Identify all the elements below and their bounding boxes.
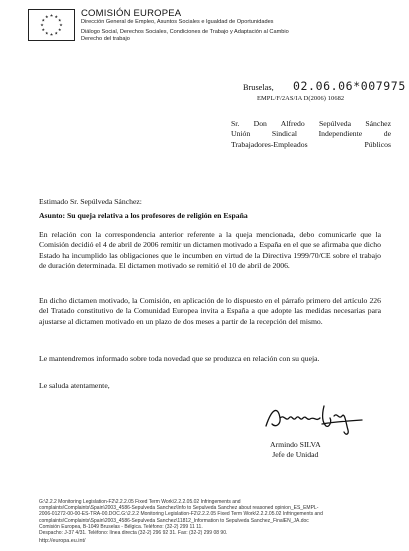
flag-star-icon [45, 15, 48, 18]
flag-star-icon [58, 28, 61, 31]
flag-star-icon [42, 28, 45, 31]
eu-flag-logo [28, 9, 75, 41]
flag-star-icon [58, 19, 61, 22]
flag-star-icon [55, 32, 58, 35]
address-line-1: Comisión Europea, B-1049 Bruselas - Bélgica. Teléfono: (32-2) 299 11 11. [39, 523, 203, 530]
unit-line-1: Diálogo Social, Derechos Sociales, Condiciones de Trabajo y Adaptación al Cambio [81, 29, 289, 35]
flag-star-icon [40, 23, 43, 26]
website-url: http://europa.eu.int/ [39, 538, 86, 544]
flag-star-icon [50, 14, 53, 17]
paragraph-3: Le mantendremos informado sobre toda novedad que se produzca en relación con su queja. [39, 354, 320, 363]
signer-title: Jefe de Unidad [272, 450, 319, 459]
paragraph-1: En relación con la correspondencia anterior referente a la queja mencionada, debo comunicarle que la Comisión decidió el 4 de abril de 2006 remitir un dictamen motivado a España en el que se afirmaba que dicho Estado ha incumplido las obligaciones que le incumben en virtud de la Directiva 1999/70/CE sobre el trabajo de duración determinada. El dictamen motivado se remitió el 10 de abril de 2006. [39, 230, 381, 270]
recipient-line-2: Unión Sindical Independiente de [231, 129, 391, 139]
flag-star-icon [45, 32, 48, 35]
recipient-line-1: Sr. Don Alfredo Sepúlveda Sánchez [231, 119, 391, 128]
signer-block [270, 440, 321, 460]
flag-star-icon [55, 15, 58, 18]
city: Bruselas, [243, 83, 274, 92]
recipient-address [231, 119, 391, 150]
file-path-line-4: complaints\Complaints\Spain\2003_4586-Sepulveda Sanchez\11812_Information to Sepulveda Sanchez_FinalEN_JA.doc [39, 517, 309, 524]
handwritten-signature [262, 402, 372, 438]
footer [39, 499, 384, 536]
file-path-line-2: complaints\Complaints\Spain\2003_4586-Sepulveda Sanchez\Info to Sepulveda Sanchez about reasoned opinion_ES_EMPL- [39, 505, 319, 512]
file-path-line-1: G:\2.2.2 Monitoring Legislation-F2\2.2.2.05 Fixed Term Work\2.2.2.05.02 Infringements and [39, 499, 241, 505]
flag-star-icon [42, 19, 45, 22]
letterhead [81, 8, 391, 43]
greeting: Estimado Sr. Sepúlveda Sánchez: [39, 197, 142, 206]
file-path-line-3: 2006-01272-00-00-ES-TRA-00.DOC.G:\2.2.2 Monitoring Legislation-F2\2.2.2.05 Fixed Term Work\2.2.2.05.02 Infringements and [39, 511, 323, 518]
closing: Le saluda atentamente, [39, 381, 110, 390]
recipient-line-3: Trabajadores-Empleados Públicos [231, 139, 391, 149]
unit-line-2: Derecho del trabajo [81, 36, 130, 42]
paragraph-2: En dicho dictamen motivado, la Comisión, en aplicación de lo dispuesto en el párrafo primero del artículo 226 del Tratado constitutivo de la Comunidad Europea invita a España a que adopte las medidas necesarias para ajustarse al dictamen motivado en un plazo de dos meses a partir de la recepción del mismo. [39, 296, 381, 326]
flag-star-icon [59, 23, 62, 26]
directorate-name: Dirección General de Empleo, Asuntos Sociales e Igualdad de Oportunidades [81, 19, 274, 25]
flag-star-icon [50, 33, 53, 36]
signer-name: Armindo SILVA [270, 440, 321, 449]
reference-number: EMPL/F/2AS/IA D(2006) 10682 [257, 95, 345, 102]
org-name: COMISIÓN EUROPEA [81, 8, 182, 19]
subject-line: Asunto: Su queja relativa a los profesores de religión en España [39, 211, 248, 220]
date-stamp: 02.06.06*007975 [293, 79, 406, 93]
address-line-2: Despacho: J-37 4/31. Teléfono: línea directa (32-2) 296 92 31. Fax: (32-2) 299 08 90. [39, 530, 228, 537]
